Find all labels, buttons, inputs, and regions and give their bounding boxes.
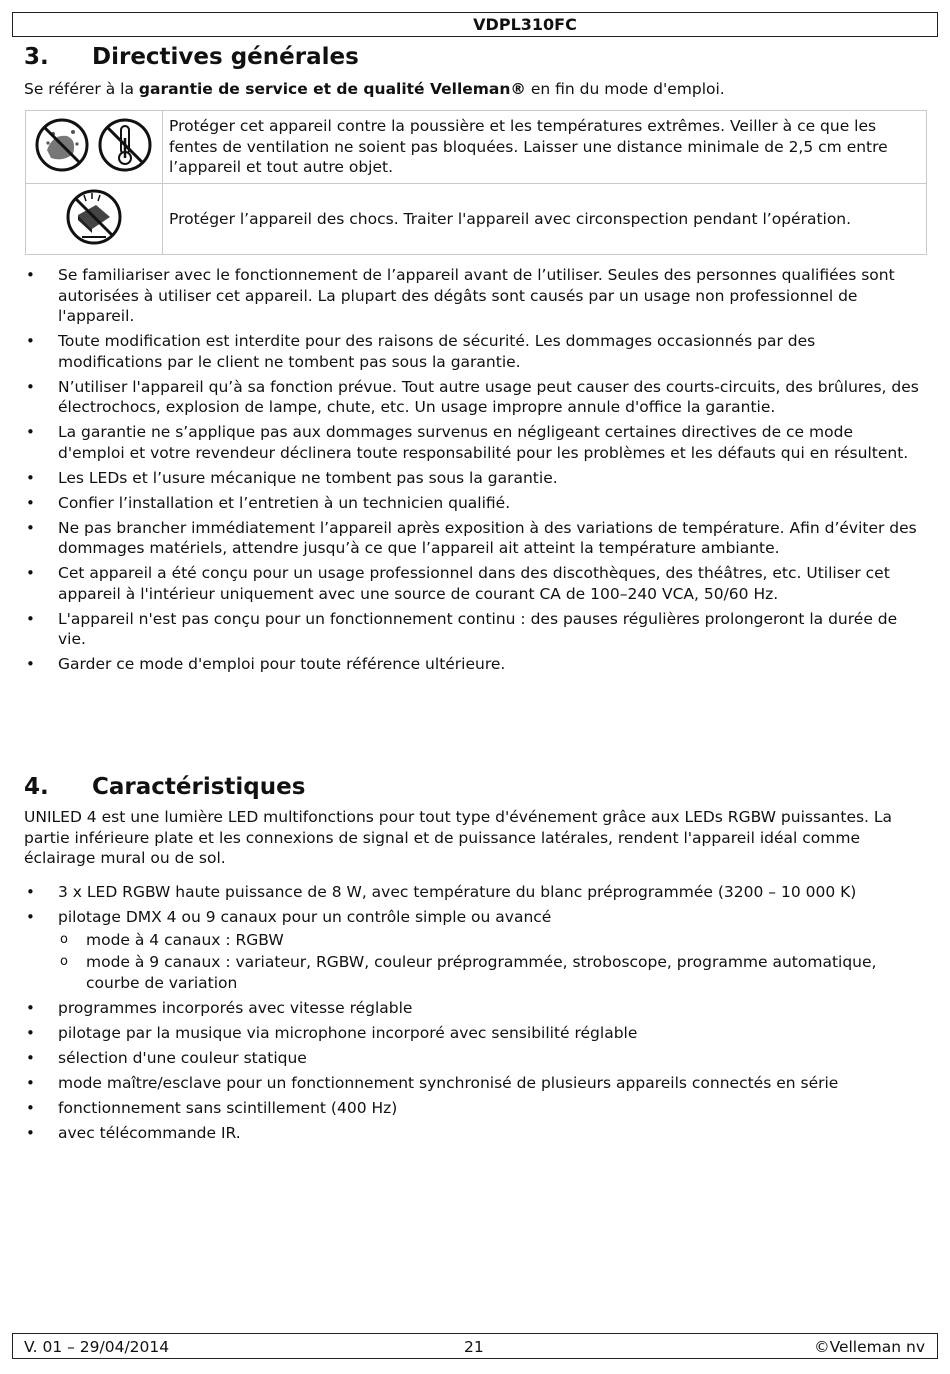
list-item (24, 518, 924, 559)
bullet-marker: • (26, 1123, 35, 1142)
warning-row (26, 111, 927, 184)
warning-text: Protéger l’appareil des chocs. Traiter l'appareil avec circonspection pendant l’opération. (163, 184, 927, 255)
list-item-text: L'appareil n'est pas conçu pour un fonctionnement continu : des pauses régulières prolongeront la durée de vie. (58, 609, 898, 648)
section-number: 4. (24, 774, 49, 800)
bullet-marker: • (26, 883, 35, 901)
list-item-text: Se familiariser avec le fonctionnement de l’appareil avant de l’utiliser. Seules des personnes qualifiées sont autorisées à utiliser cet appareil. La plupart des dégâts sont causés par un usage non professionnel de l'appareil. (58, 266, 895, 325)
sub-bullet-marker: o (60, 954, 68, 969)
no-dust-icon (37, 120, 87, 170)
list-item-text: pilotage DMX 4 ou 9 canaux pour un contrôle simple ou avancé (58, 908, 552, 926)
list-item-text: Les LEDs et l’usure mécanique ne tombent pas sous la garantie. (58, 468, 558, 487)
list-item (24, 1098, 924, 1119)
bullet-marker: • (26, 266, 35, 284)
section-3-heading (24, 44, 359, 70)
list-item (24, 1048, 924, 1069)
list-item-text: mode maître/esclave pour un fonctionnement synchronisé de plusieurs appareils connectés en série (58, 1073, 839, 1092)
warning-text: Protéger cet appareil contre la poussière et les températures extrêmes. Veiller à ce que les fentes de ventilation ne soient pas bloquées. Laisser une distance minimale de 2,5 cm entre l’appareil et tout autre objet. (163, 111, 927, 184)
sub-bullet-marker: o (60, 931, 68, 947)
sub-list-item-text: mode à 4 canaux : RGBW (86, 930, 284, 949)
general-directives-list (24, 265, 924, 679)
list-item (24, 493, 924, 514)
list-item-text: Confier l’installation et l’entretien à un technicien qualifié. (58, 493, 511, 512)
list-item-text: programmes incorporés avec vitesse réglable (58, 998, 413, 1017)
safety-warnings-table (25, 110, 927, 255)
bullet-marker: • (26, 564, 35, 582)
bullet-marker: • (26, 332, 35, 350)
features-list (24, 882, 924, 1148)
list-item (24, 377, 924, 418)
list-item-text: N’utiliser l'appareil qu’à sa fonction prévue. Tout autre usage peut causer des courts-circuits, des brûlures, des électrochocs, explosion de lampe, chute, etc. Un usage impropre annule d'office la garantie. (58, 377, 919, 416)
no-temperature-icon (100, 120, 150, 170)
bullet-marker: • (26, 1023, 35, 1042)
bullet-marker: • (26, 493, 35, 512)
list-item (24, 1023, 924, 1044)
warranty-reference: garantie de service et de qualité Velleman® (138, 80, 526, 98)
list-item (24, 331, 924, 372)
version-date: V. 01 – 29/04/2014 (24, 1338, 170, 1356)
list-item-text: Toute modification est interdite pour des raisons de sécurité. Les dommages occasionnés par des modifications par le client ne tombent pas sous la garantie. (58, 332, 816, 371)
list-item-text: pilotage par la musique via microphone incorporé avec sensibilité réglable (58, 1023, 638, 1042)
no-shock-icon (62, 187, 126, 247)
section-3-intro (24, 79, 924, 100)
page-footer (12, 1333, 938, 1359)
intro-text-end: en fin du mode d'emploi. (525, 80, 725, 98)
list-item (24, 998, 924, 1019)
model-number: VDPL310FC (473, 15, 577, 34)
section-4-heading (24, 774, 305, 800)
list-item (24, 1123, 924, 1144)
section-title: Caractéristiques (92, 774, 306, 800)
bullet-marker: • (26, 518, 35, 537)
list-item (24, 654, 924, 675)
warning-icons-cell (26, 111, 163, 184)
list-item (24, 563, 924, 604)
bullet-marker: • (26, 908, 35, 926)
sub-list-item (58, 952, 924, 993)
bullet-marker: • (26, 609, 35, 628)
bullet-marker: • (26, 1048, 35, 1067)
warning-icons-cell (26, 184, 163, 255)
no-dust-no-temperature-icons (33, 116, 155, 174)
bullet-marker: • (26, 1098, 35, 1117)
list-item-text: Ne pas brancher immédiatement l’appareil après exposition à des variations de température. Afin d’éviter des dommages matériels, attendre jusqu’à ce que l’appareil ait atteint la température ambiante. (58, 518, 917, 557)
sub-list (58, 930, 924, 994)
section-title: Directives générales (92, 44, 359, 70)
page-header (12, 12, 938, 37)
list-item-text: sélection d'une couleur statique (58, 1048, 307, 1067)
bullet-marker: • (26, 423, 35, 441)
section-number: 3. (24, 44, 49, 70)
bullet-marker: • (26, 655, 35, 673)
bullet-marker: • (26, 377, 35, 396)
list-item (24, 609, 924, 650)
list-item (24, 265, 924, 327)
bullet-marker: • (26, 1073, 35, 1092)
warning-row (26, 184, 927, 255)
list-item-text: fonctionnement sans scintillement (400 Hz) (58, 1098, 398, 1117)
bullet-marker: • (26, 998, 35, 1017)
list-item (24, 1073, 924, 1094)
copyright: ©Velleman nv (814, 1338, 925, 1356)
list-item-text: La garantie ne s’applique pas aux dommages survenus en négligeant certaines directives de ce mode d'emploi et votre revendeur déclinera toute responsabilité pour les problèmes et les défauts qui en résultent. (58, 423, 909, 462)
list-item (24, 422, 924, 463)
list-item-text: Garder ce mode d'emploi pour toute référence ultérieure. (58, 655, 506, 673)
bullet-marker: • (26, 468, 35, 487)
list-item (24, 907, 924, 993)
list-item-text: 3 x LED RGBW haute puissance de 8 W, avec température du blanc préprogrammée (3200 – 10 000 K) (58, 883, 857, 901)
list-item-text: Cet appareil a été conçu pour un usage professionnel dans des discothèques, des théâtres, etc. Utiliser cet appareil à l'intérieur uniquement avec une source de courant CA de 100–240 VCA, 50/60 Hz. (58, 564, 890, 603)
list-item (24, 882, 924, 903)
sub-list-item (58, 930, 924, 951)
page-number: 21 (464, 1338, 484, 1356)
intro-text: Se référer à la (24, 80, 139, 98)
list-item (24, 468, 924, 489)
section-4-intro: UNILED 4 est une lumière LED multifonctions pour tout type d'événement grâce aux LEDs RGBW puissantes. La partie inférieure plate et les connexions de signal et de puissance latérales, rendent l'appareil idéal comme éclairage mural ou de sol. (24, 808, 893, 867)
sub-list-item-text: mode à 9 canaux : variateur, RGBW, couleur préprogrammée, stroboscope, programme automatique, courbe de variation (86, 953, 877, 992)
list-item-text: avec télécommande IR. (58, 1123, 241, 1142)
